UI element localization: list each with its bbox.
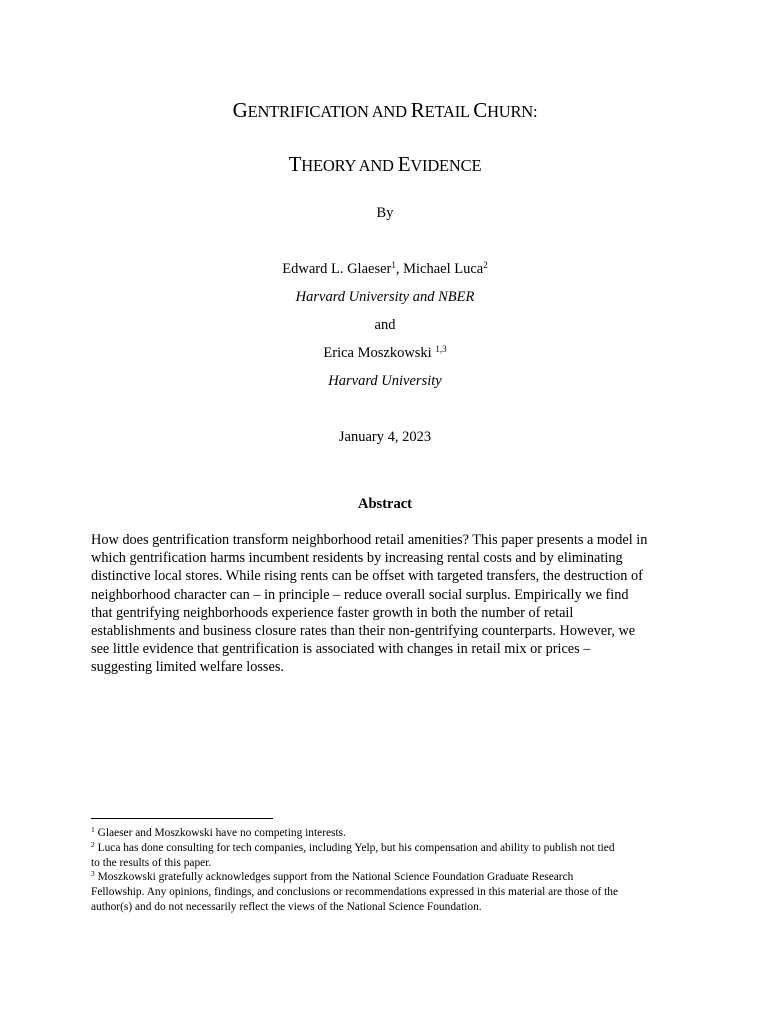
- footnotes: [91, 826, 681, 915]
- footnote-marker: 3: [91, 869, 95, 879]
- title-smallcaps: VIDENCE: [410, 156, 482, 175]
- title-cap: E: [397, 152, 411, 176]
- title-smallcaps: ETAIL: [424, 102, 474, 121]
- footnote-text: Luca has done consulting for tech companies, including Yelp, but his compensation and ability to publish not tied: [97, 841, 615, 854]
- footnote-text: Moszkowski gratefully acknowledges support from the National Science Foundation Graduate Research: [97, 871, 574, 884]
- abstract-line: see little evidence that gentrification is associated with changes in retail mix or prices –: [91, 641, 591, 658]
- title-cap: R: [410, 98, 425, 122]
- abstract-line: establishments and business closure rates than their non-gentrifying counterparts. However, we: [91, 623, 636, 640]
- footnote-2: [91, 841, 681, 856]
- footnote-separator: [91, 818, 273, 819]
- abstract-line: distinctive local stores. While rising rents can be offset with targeted transfers, the destruction of: [91, 568, 643, 585]
- footnote-marker: 2: [91, 839, 95, 849]
- footnote-2-cont: to the results of this paper.: [91, 856, 212, 869]
- author-name: Erica Moszkowski: [323, 345, 436, 361]
- by-line: By: [376, 205, 394, 221]
- affiliation-1: Harvard University and NBER: [295, 289, 475, 305]
- abstract-body: [91, 531, 683, 677]
- title-cap: G: [232, 98, 248, 122]
- footnote-3: [91, 870, 681, 885]
- affiliation-2: Harvard University: [328, 373, 442, 389]
- abstract-line: suggesting limited welfare losses.: [91, 659, 284, 676]
- footnote-3-cont: author(s) and do not necessarily reflect the views of the National Science Foundation.: [91, 900, 482, 913]
- title-smallcaps: ENTRIFICATION AND: [247, 102, 411, 121]
- author-name: , Michael Luca: [395, 261, 484, 277]
- paper-title-line-1: [0, 98, 770, 123]
- abstract-line: that gentrifying neighborhoods experience faster growth in both the number of retail: [91, 604, 574, 621]
- paper-date: January 4, 2023: [338, 429, 432, 445]
- footnote-3-cont: Fellowship. Any opinions, findings, and conclusions or recommendations expressed in this material are those of the: [91, 886, 619, 899]
- footnote-marker: 1: [391, 260, 396, 270]
- abstract-heading: Abstract: [358, 496, 412, 512]
- authors-line-1: [0, 261, 770, 278]
- title-smallcaps: HEORY AND: [301, 156, 398, 175]
- title-cap: C: [473, 98, 488, 122]
- authors-line-2: [0, 345, 770, 362]
- footnote-1: [91, 826, 681, 841]
- and-conjunction: and: [374, 317, 396, 333]
- abstract-line: neighborhood character can – in principle – reduce overall social surplus. Empirically we find: [91, 586, 629, 603]
- title-cap: T: [288, 152, 302, 176]
- abstract-line: How does gentrification transform neighborhood retail amenities? This paper presents a model in: [91, 532, 648, 548]
- paper-title-line-2: [0, 152, 770, 177]
- title-smallcaps: HURN:: [487, 102, 538, 121]
- abstract-line: which gentrification harms incumbent residents by increasing rental costs and by eliminating: [91, 550, 623, 567]
- footnote-marker: 1,3: [435, 344, 447, 354]
- footnote-marker: 1: [91, 825, 95, 834]
- author-name: Edward L. Glaeser: [282, 261, 392, 277]
- footnote-text: Glaeser and Moszkowski have no competing interests.: [97, 827, 346, 839]
- footnote-marker: 2: [483, 260, 488, 270]
